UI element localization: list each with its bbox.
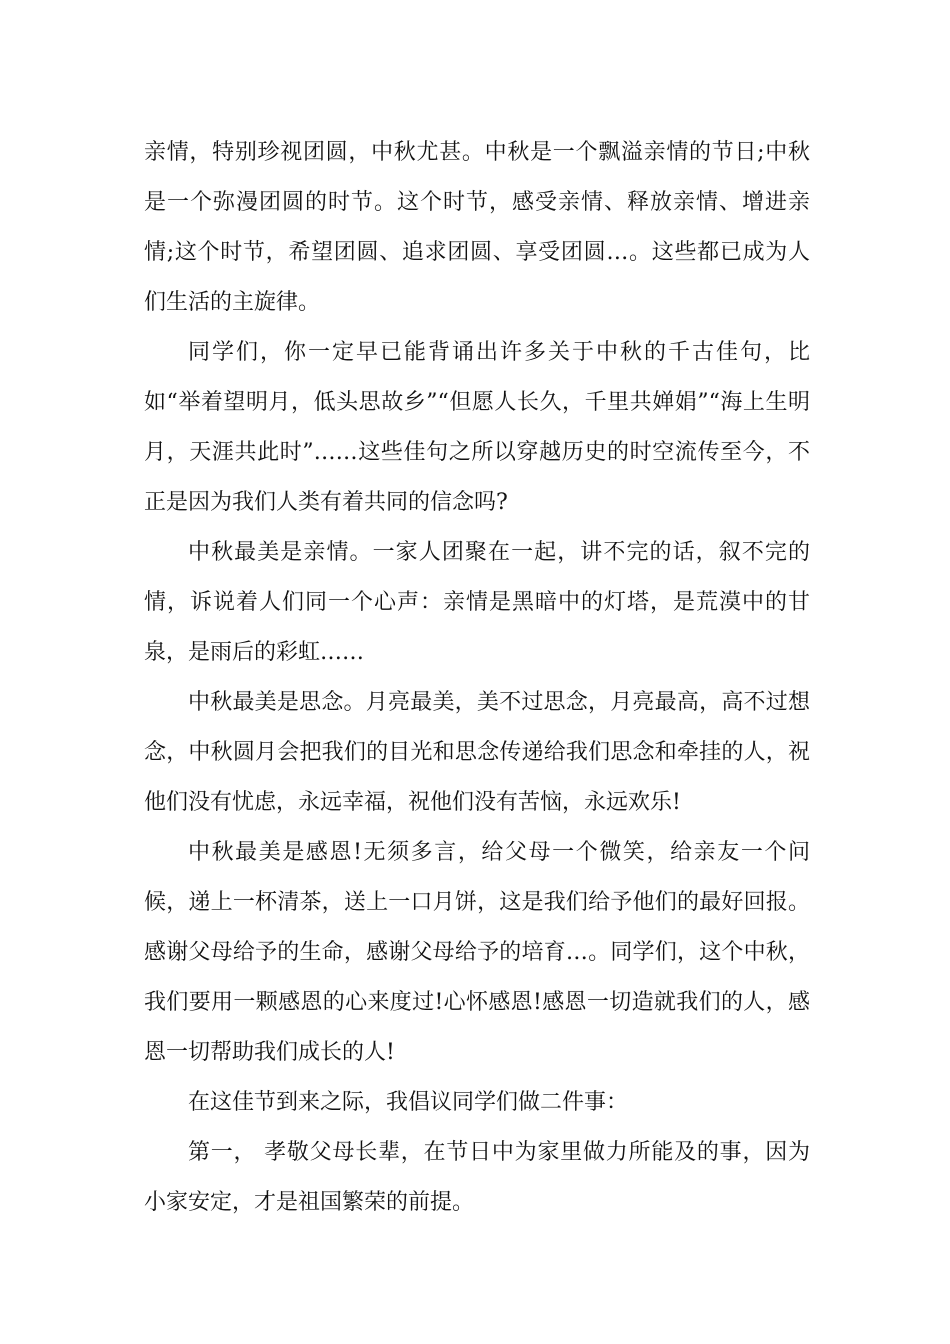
document-body: [144, 128, 810, 1228]
paragraph-1: 亲情，特别珍视团圆，中秋尤甚。中秋是一个飘溢亲情的节日;中秋是一个弥漫团圆的时节。这个时节，感受亲情、释放亲情、增进亲情;这个时节，希望团圆、追求团圆、享受团圆…。这些都已成为人们生活的主旋律。: [144, 140, 810, 315]
paragraph-6: 在这佳节到来之际，我倡议同学们做二件事：: [188, 1090, 629, 1115]
paragraph-2: 同学们，你一定早已能背诵出许多关于中秋的千古佳句，比如“举着望明月，低头思故乡”“但愿人长久，千里共婵娟”“海上生明月，天涯共此时”……这些佳句之所以穿越历史的时空流传至今，不正是因为我们人类有着共同的信念吗?: [144, 340, 810, 515]
paragraph-3: 中秋最美是亲情。一家人团聚在一起，讲不完的话，叙不完的情，诉说着人们同一个心声：亲情是黑暗中的灯塔，是荒漠中的甘泉，是雨后的彩虹……: [144, 540, 810, 665]
paragraph-7: 第一， 孝敬父母长辈，在节日中为家里做力所能及的事，因为小家安定，才是祖国繁荣的前提。: [144, 1140, 810, 1215]
paragraph-4: 中秋最美是思念。月亮最美，美不过思念，月亮最高，高不过想念，中秋圆月会把我们的目光和思念传递给我们思念和牵挂的人，祝他们没有忧虑，永远幸福，祝他们没有苦恼，永远欢乐!: [144, 690, 810, 815]
paragraph-5: 中秋最美是感恩!无须多言，给父母一个微笑，给亲友一个问候，递上一杯清茶，送上一口月饼，这是我们给予他们的最好回报。感谢父母给予的生命，感谢父母给予的培育…。同学们，这个中秋，我们要用一颗感恩的心来度过!心怀感恩!感恩一切造就我们的人，感恩一切帮助我们成长的人!: [144, 840, 810, 1065]
